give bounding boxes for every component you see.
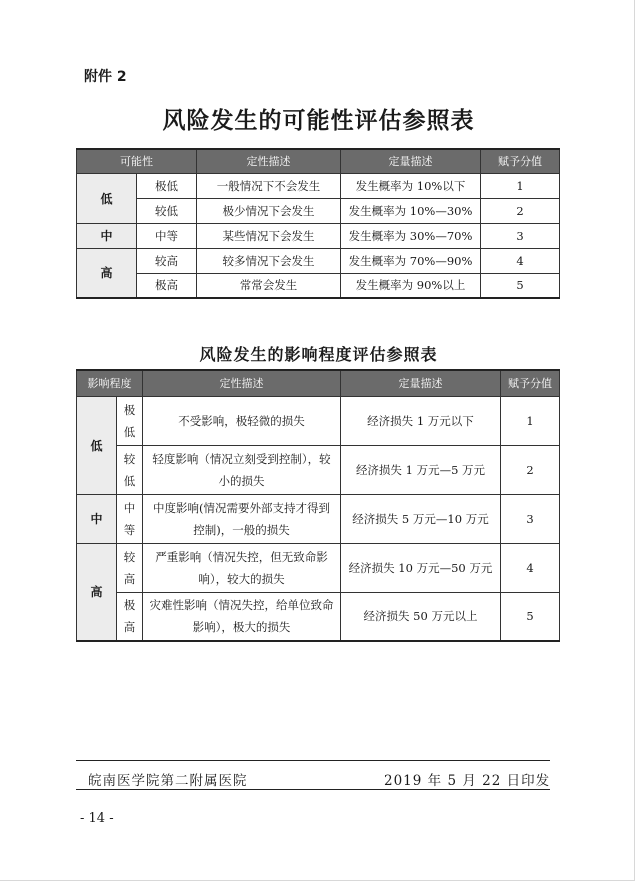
table-row — [77, 173, 560, 198]
quantitative-cell: 经济损失 50 万元以上 — [341, 592, 501, 641]
header-score: 赋予分值 — [481, 149, 560, 173]
qualitative-cell: 某些情况下会发生 — [197, 223, 341, 248]
table-row — [77, 543, 560, 592]
footer-issuer: 皖南医学院第二附属医院 — [88, 773, 248, 789]
quantitative-cell: 发生概率为 90%以上 — [341, 273, 481, 298]
score-cell: 4 — [501, 543, 560, 592]
level-cell: 中 — [77, 494, 117, 543]
sub-level-cell: 较低 — [137, 198, 197, 223]
header-impact: 影响程度 — [77, 370, 143, 396]
table-row — [77, 396, 560, 445]
likelihood-table — [76, 148, 560, 299]
header-quantitative: 定量描述 — [341, 149, 481, 173]
sub-level-cell: 较 低 — [117, 445, 143, 494]
score-cell: 5 — [481, 273, 560, 298]
level-cell: 低 — [77, 173, 137, 223]
table-row — [77, 198, 560, 223]
qualitative-cell: 不受影响，极轻微的损失 — [143, 396, 341, 445]
table1-title: 风险发生的可能性评估参照表 — [162, 107, 475, 134]
quantitative-cell: 经济损失 10 万元—50 万元 — [341, 543, 501, 592]
quantitative-cell: 经济损失 1 万元—5 万元 — [341, 445, 501, 494]
score-cell: 1 — [501, 396, 560, 445]
score-cell: 2 — [501, 445, 560, 494]
sub-level-cell: 极低 — [137, 173, 197, 198]
score-cell: 4 — [481, 248, 560, 273]
qualitative-cell: 严重影响（情况失控，但无致命影响），较大的损失 — [143, 543, 341, 592]
quantitative-cell: 发生概率为 70%—90% — [341, 248, 481, 273]
table-header-row — [77, 370, 560, 396]
score-cell: 2 — [481, 198, 560, 223]
sub-level-cell: 较 高 — [117, 543, 143, 592]
score-cell: 3 — [501, 494, 560, 543]
level-cell: 高 — [77, 248, 137, 298]
annex-label: 附件 2 — [84, 69, 127, 85]
table2-title: 风险发生的影响程度评估参照表 — [199, 345, 438, 364]
quantitative-cell: 经济损失 5 万元—10 万元 — [341, 494, 501, 543]
sub-level-cell: 较高 — [137, 248, 197, 273]
header-quantitative: 定量描述 — [341, 370, 501, 396]
footer-date: 2019 年 5 月 22 日印发 — [384, 773, 551, 789]
quantitative-cell: 发生概率为 30%—70% — [341, 223, 481, 248]
qualitative-cell: 极少情况下会发生 — [197, 198, 341, 223]
quantitative-cell: 发生概率为 10%—30% — [341, 198, 481, 223]
qualitative-cell: 中度影响(情况需要外部支持才得到控制)，一般的损失 — [143, 494, 341, 543]
table-row — [77, 248, 560, 273]
score-cell: 1 — [481, 173, 560, 198]
level-cell: 高 — [77, 543, 117, 641]
sub-level-cell: 中等 — [137, 223, 197, 248]
qualitative-cell: 灾难性影响（情况失控，给单位致命影响），极大的损失 — [143, 592, 341, 641]
header-likelihood: 可能性 — [77, 149, 197, 173]
qualitative-cell: 一般情况下不会发生 — [197, 173, 341, 198]
table-row — [77, 494, 560, 543]
sub-level-cell: 中 等 — [117, 494, 143, 543]
quantitative-cell: 经济损失 1 万元以下 — [341, 396, 501, 445]
qualitative-cell: 轻度影响（情况立刻受到控制），较小的损失 — [143, 445, 341, 494]
qualitative-cell: 常常会发生 — [197, 273, 341, 298]
table-row — [77, 592, 560, 641]
level-cell: 中 — [77, 223, 137, 248]
footer-bottom-rule — [76, 789, 550, 790]
quantitative-cell: 发生概率为 10%以下 — [341, 173, 481, 198]
impact-table — [76, 369, 560, 642]
sub-level-cell: 极高 — [137, 273, 197, 298]
table-row — [77, 445, 560, 494]
table-row — [77, 223, 560, 248]
score-cell: 5 — [501, 592, 560, 641]
qualitative-cell: 较多情况下会发生 — [197, 248, 341, 273]
table-header-row — [77, 149, 560, 173]
sub-level-cell: 极 高 — [117, 592, 143, 641]
score-cell: 3 — [481, 223, 560, 248]
header-score: 赋予分值 — [501, 370, 560, 396]
page-number: - 14 - — [80, 811, 114, 826]
table-row — [77, 273, 560, 298]
header-qualitative: 定性描述 — [197, 149, 341, 173]
level-cell: 低 — [77, 396, 117, 494]
header-qualitative: 定性描述 — [143, 370, 341, 396]
sub-level-cell: 极 低 — [117, 396, 143, 445]
footer-top-rule — [76, 760, 550, 761]
